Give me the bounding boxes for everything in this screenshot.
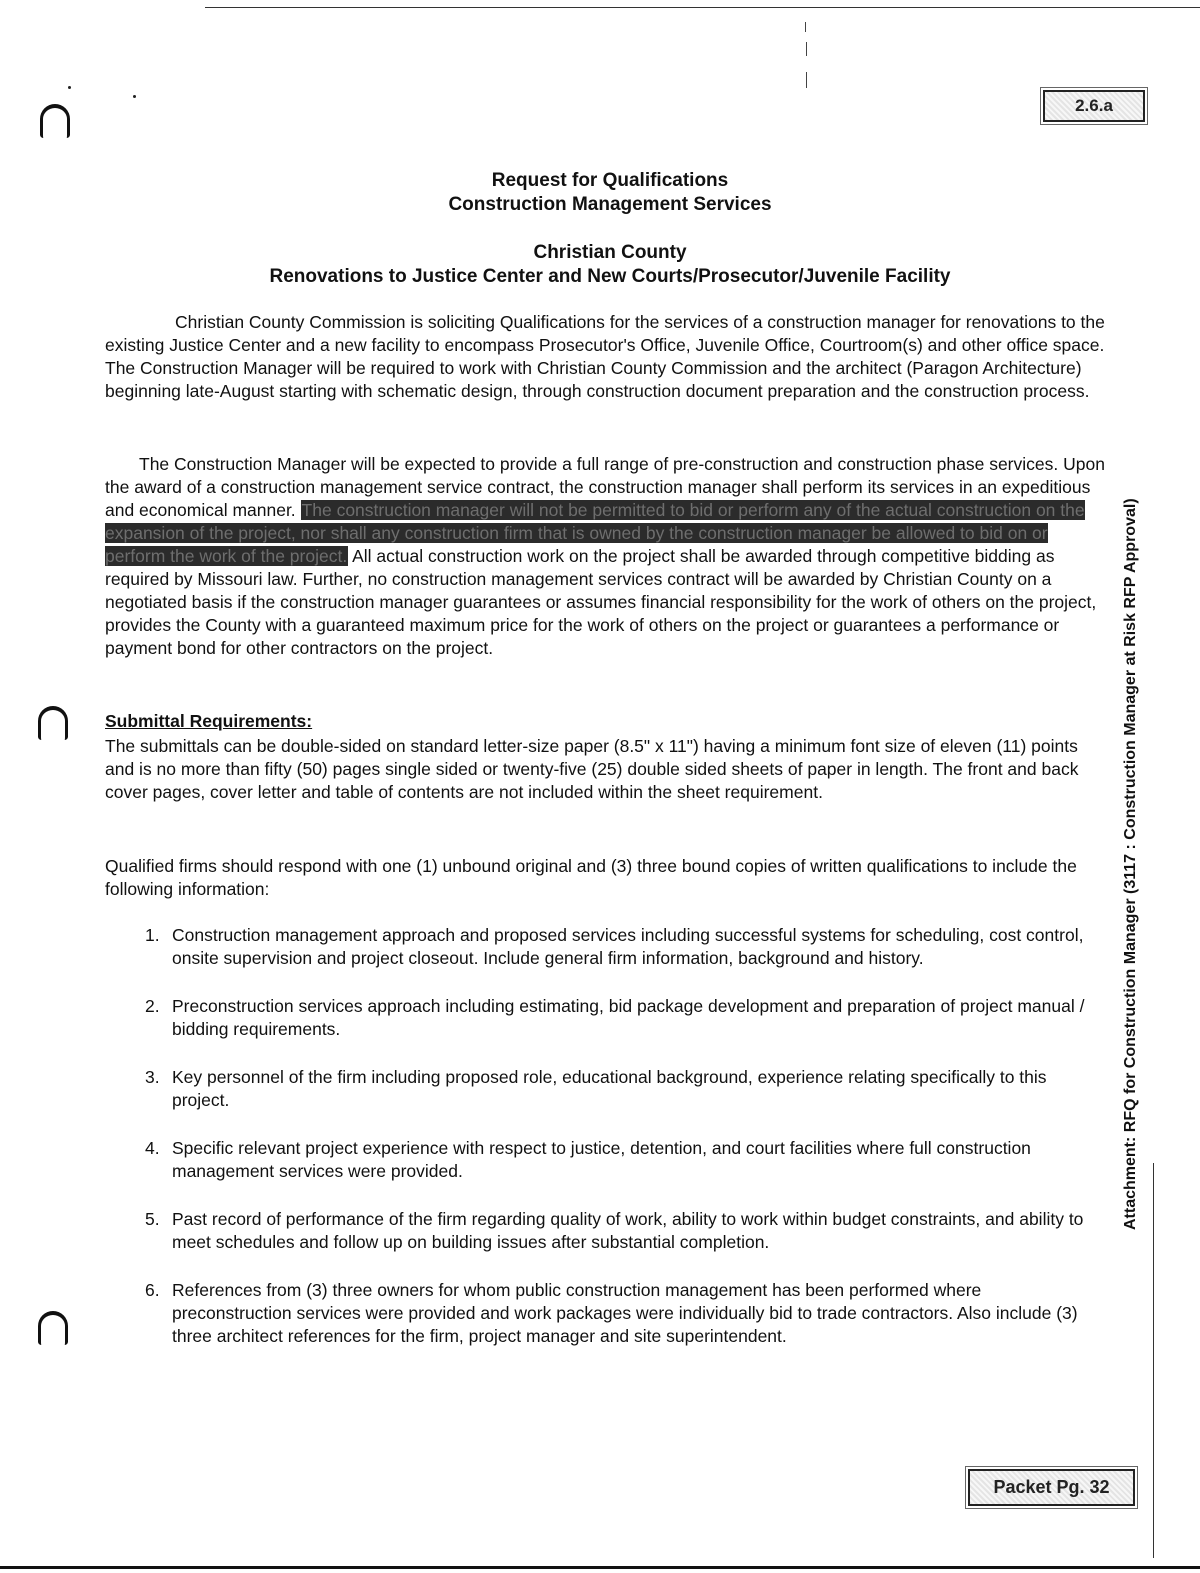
scope-paragraph-text: The Construction Manager will be expected to provide a full range of pre-construction and construction phase services. Upon the award of a construction management service contract, the construction manager shall perform its services in an expeditious and economical manner.	[105, 454, 1105, 520]
list-number: 1.	[145, 925, 160, 945]
scan-speck	[68, 86, 71, 89]
list-item	[145, 1279, 1095, 1348]
list-item-text: References from (3) three owners for whom public construction management has been performed where preconstruction services were provided and work packages were individually bid to trade contractors. Also include (3) three architect references for the firm, project manager and site superintendent.	[172, 1280, 1078, 1346]
top-scan-rule	[205, 7, 1200, 8]
section-heading: Submittal Requirements:	[105, 711, 313, 731]
intro-paragraph-text: Christian County Commission is soliciting Qualifications for the services of a construction manager for renovations to the existing Justice Center and a new facility to encompass Prosecutor's Office, Juvenile Office, Courtroom(s) and other office space. The Construction Manager will be required to work with Christian County Commission and the architect (Paragon Architecture) beginning late-August starting with schematic design, through construction document preparation and the construction process.	[105, 312, 1105, 401]
list-number: 3.	[145, 1067, 160, 1087]
scan-mark	[806, 42, 807, 56]
document-title	[105, 169, 1115, 217]
list-item-text: Specific relevant project experience with respect to justice, detention, and court facilities where full construction management services were provided.	[172, 1138, 1031, 1181]
packet-page-box: Packet Pg. 32	[968, 1469, 1135, 1506]
scan-mark	[806, 72, 807, 88]
requirements-list	[145, 924, 1095, 1373]
list-item	[145, 1066, 1095, 1112]
list-item	[145, 924, 1095, 970]
title-line: Construction Management Services	[448, 194, 772, 215]
list-item-text: Past record of performance of the firm regarding quality of work, ability to work within budget constraints, and ability to meet schedules and follow up on building issues after substantial completion.	[172, 1209, 1084, 1252]
list-number: 5.	[145, 1209, 160, 1229]
bottom-scan-rule	[0, 1566, 1200, 1569]
document-subtitle	[105, 241, 1115, 289]
page-reference-box: 2.6.a	[1043, 90, 1145, 122]
margin-rule	[1153, 1163, 1154, 1558]
scope-paragraph-text-end: All actual construction work on the project shall be awarded through competitive bidding as required by Missouri law. Further, no construction management services contract will be awarded by Christian County on a negotiated basis if the construction manager guarantees or assumes financial responsibility for the work of others on the project, provides the County with a guaranteed maximum price for the work of others on the project or guarantees a performance or payment bond for other contractors on the project.	[105, 546, 1097, 658]
list-item	[145, 995, 1095, 1041]
scan-mark	[805, 22, 806, 32]
redacted-text: The construction manager will not be permitted to bid or perform any of the actual construction on the expansion of the project, nor shall any construction firm that is owned by the construction manager be allowed to bid on or perform the work of the project.	[105, 500, 1085, 566]
list-item-text: Preconstruction services approach including estimating, bid package development and preparation of project manual / bidding requirements.	[172, 996, 1085, 1039]
intro-paragraph	[105, 311, 1105, 403]
subtitle-line: Christian County	[533, 242, 687, 263]
list-item	[145, 1208, 1095, 1254]
attachment-sidebar-label: Attachment: RFQ for Construction Manager (3117 : Construction Manager at Risk RFP Approval)	[1122, 498, 1139, 1230]
list-item-text: Construction management approach and proposed services including successful systems for scheduling, cost control, onsite supervision and project closeout. Include general firm information, background and history.	[172, 925, 1084, 968]
scan-speck	[133, 95, 136, 98]
response-paragraph: Qualified firms should respond with one (1) unbound original and (3) three bound copies of written qualifications to include the following information:	[105, 856, 1077, 899]
list-number: 4.	[145, 1138, 160, 1158]
binder-hole-mark	[38, 706, 68, 740]
subtitle-line: Renovations to Justice Center and New Courts/Prosecutor/Juvenile Facility	[269, 266, 951, 287]
binder-hole-mark	[40, 104, 70, 138]
list-number: 2.	[145, 996, 160, 1016]
title-line: Request for Qualifications	[491, 170, 729, 191]
list-number: 6.	[145, 1280, 160, 1300]
binder-hole-mark	[38, 1311, 68, 1345]
list-item	[145, 1137, 1095, 1183]
scope-paragraph	[105, 453, 1105, 660]
list-item-text: Key personnel of the firm including proposed role, educational background, experience relating specifically to this project.	[172, 1067, 1047, 1110]
submittal-paragraph: The submittals can be double-sided on standard letter-size paper (8.5" x 11") having a minimum font size of eleven (11) points and is no more than fifty (50) pages single sided or twenty-five (25) double sided sheets of paper in length. The front and back cover pages, cover letter and table of contents are not included within the sheet requirement.	[105, 736, 1079, 802]
